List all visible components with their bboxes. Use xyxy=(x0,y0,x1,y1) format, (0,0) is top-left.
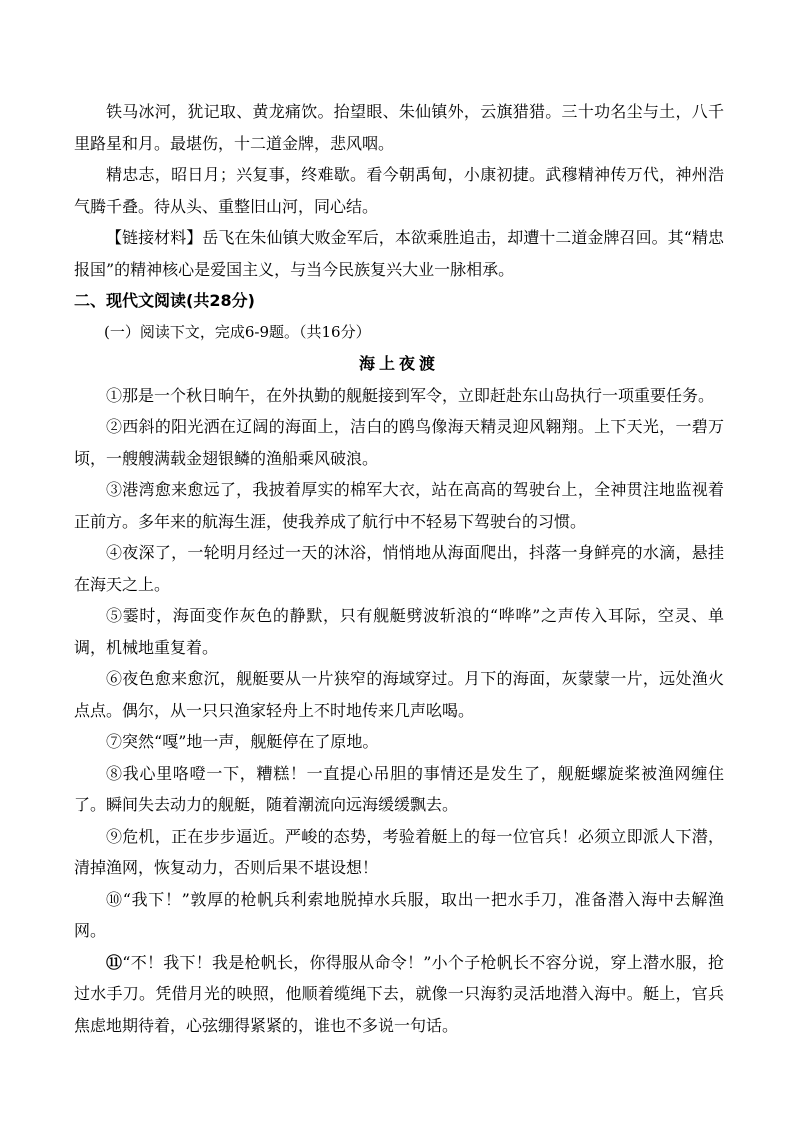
article-paragraph: ⑩“我下！”敦厚的枪帆兵利索地脱掉水兵服，取出一把水手刀，准备潜入海中去解渔网。 xyxy=(74,889,724,940)
article-paragraph: ⑦突然“嘎”地一声，舰艇停在了原地。 xyxy=(106,732,379,751)
article-paragraph: ③港湾愈来愈远了，我披着厚实的棉军大衣，站在高高的驾驶台上，全神贯注地监视着正前方。多年来的航海生涯，使我养成了航行中不轻易下驾驶台的习惯。 xyxy=(74,480,724,531)
article-paragraph: ①那是一个秋日晌午，在外执勤的舰艇接到军令，立即赶赴东山岛执行一项重要任务。 xyxy=(106,385,715,405)
section-heading: 二、现代文阅读(共28分) xyxy=(74,291,255,310)
article-title: 海上夜渡 xyxy=(358,354,439,373)
article-paragraph: ④夜深了，一轮明月经过一天的沐浴，悄悄地从海面爬出，抖落一身鲜亮的水滴，悬挂在海天之上。 xyxy=(74,543,724,594)
poem-stanza-2: 精忠志，昭日月；兴复事，终难歇。看今朝禹甸，小康初捷。武穆精神传万代，神州浩气腾千叠。待从头、重整旧山河，同心结。 xyxy=(74,165,724,216)
article-paragraph: ⑥夜色愈来愈沉，舰艇要从一片狭窄的海域穿过。月下的海面，灰蒙蒙一片，远处渔火点点。偶尔，从一只只渔家轻舟上不时地传来几声吆喝。 xyxy=(74,669,724,720)
link-material: 【链接材料】岳飞在朱仙镇大败金军后，本欲乘胜追击，却遭十二道金牌召回。其“精忠报国”的精神核心是爱国主义，与当今民族复兴大业一脉相承。 xyxy=(74,228,724,279)
article-paragraph: ②西斜的阳光洒在辽阔的海面上，洁白的鸥鸟像海天精灵迎风翱翔。上下天光，一碧万顷，一艘艘满载金翅银鳞的渔船乘风破浪。 xyxy=(74,417,724,468)
article-paragraph: ⑨危机，正在步步逼近。严峻的态势，考验着艇上的每一位官兵！必须立即派人下潜，清掉渔网，恢复动力，否则后果不堪设想！ xyxy=(74,826,724,877)
article-paragraph: ⑤霎时，海面变作灰色的静默，只有舰艇劈波斩浪的“哗哗”之声传入耳际，空灵、单调，机械地重复着。 xyxy=(74,606,724,657)
poem-stanza-1: 铁马冰河，犹记取、黄龙痛饮。抬望眼、朱仙镇外，云旗猎猎。三十功名尘与土，八千里路星和月。最堪伤，十二道金牌，悲风咽。 xyxy=(74,102,724,153)
question-instruction: (一）阅读下文，完成6-9题。（共16分） xyxy=(104,322,371,341)
document-page xyxy=(74,96,724,1041)
article-paragraph: ⑪“不！我下！我是枪帆长，你得服从命令！”小个子枪帆长不容分说，穿上潜水服，抢过水手刀。凭借月光的映照，他顺着缆绳下去，就像一只海豹灵活地潜入海中。艇上，官兵焦虑地期待着，心弦绷得紧紧的，谁也不多说一句话。 xyxy=(74,952,724,1035)
article-paragraph: ⑧我心里咯噔一下，糟糕！一直提心吊胆的事情还是发生了，舰艇螺旋桨被渔网缠住了。瞬间失去动力的舰艇，随着潮流向远海缓缓飘去。 xyxy=(74,763,724,814)
